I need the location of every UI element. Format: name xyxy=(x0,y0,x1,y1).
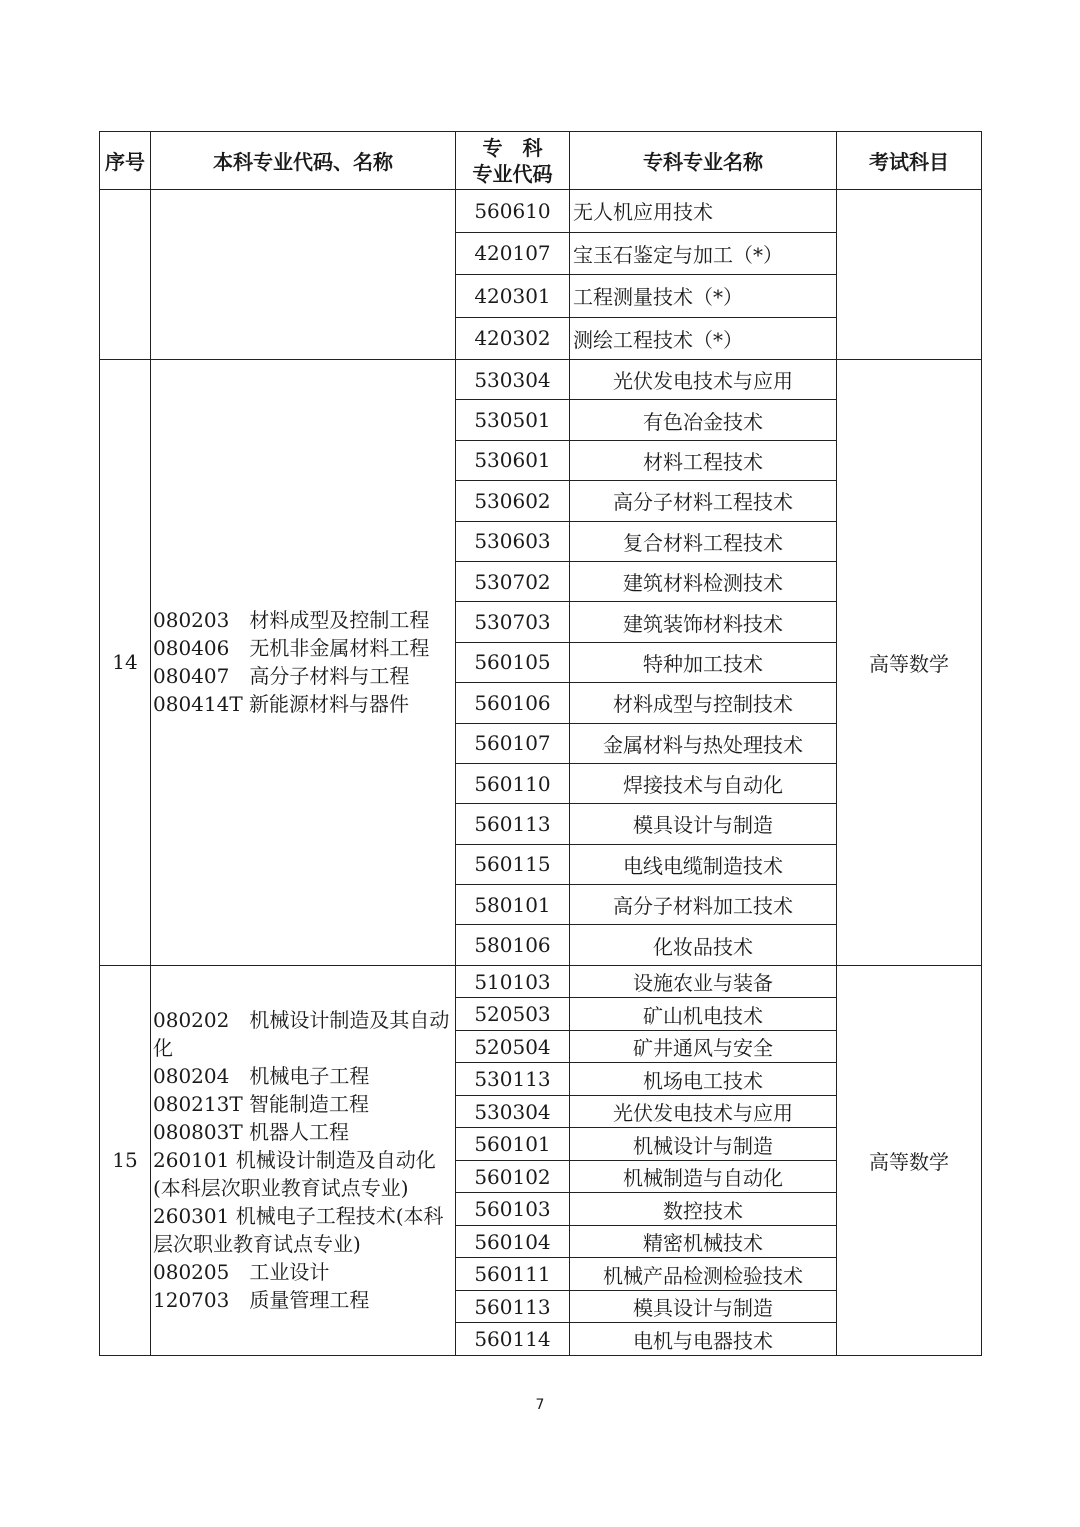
exam-subject-cell: 高等数学 xyxy=(837,965,982,1355)
junior-name-cell: 机械产品检测检验技术 xyxy=(570,1258,837,1291)
bachelor-major-item: 120703 质量管理工程 xyxy=(153,1288,370,1313)
junior-code-cell: 560114 xyxy=(456,1323,570,1356)
junior-code-cell: 520503 xyxy=(456,998,570,1031)
header-junior-code-line1: 专 科 xyxy=(482,135,543,160)
junior-name-cell: 材料工程技术 xyxy=(570,440,837,480)
bachelor-major-item: 080203 材料成型及控制工程 xyxy=(153,608,430,633)
junior-code-cell: 560107 xyxy=(456,723,570,763)
bachelor-majors-cell xyxy=(151,965,456,1355)
junior-name-cell: 矿井通风与安全 xyxy=(570,1030,837,1063)
junior-code-cell: 530601 xyxy=(456,440,570,480)
header-junior-code-line2: 专业代码 xyxy=(472,161,553,186)
junior-code-cell: 510103 xyxy=(456,965,570,998)
junior-code-cell: 530304 xyxy=(456,1095,570,1128)
junior-code-cell: 520504 xyxy=(456,1030,570,1063)
junior-code-cell: 530602 xyxy=(456,481,570,521)
header-bachelor-major: 本科专业代码、名称 xyxy=(151,132,456,190)
junior-name-cell: 机场电工技术 xyxy=(570,1063,837,1096)
header-exam-subject: 考试科目 xyxy=(837,132,982,190)
seq-cell: 14 xyxy=(100,360,151,966)
junior-code-cell: 530603 xyxy=(456,521,570,561)
bachelor-major-item: 080213T 智能制造工程 xyxy=(153,1092,370,1117)
junior-name-cell: 矿山机电技术 xyxy=(570,998,837,1031)
junior-name-cell: 光伏发电技术与应用 xyxy=(570,360,837,400)
junior-code-cell: 530703 xyxy=(456,602,570,642)
junior-name-cell: 设施农业与装备 xyxy=(570,965,837,998)
bachelor-major-item: 260101 机械设计制造及自动化(本科层次职业教育试点专业) xyxy=(153,1148,436,1201)
junior-code-cell: 560105 xyxy=(456,642,570,682)
junior-name-cell: 有色冶金技术 xyxy=(570,400,837,440)
junior-name-cell: 建筑装饰材料技术 xyxy=(570,602,837,642)
table-row xyxy=(100,965,982,998)
junior-name-cell: 复合材料工程技术 xyxy=(570,521,837,561)
table-header-row xyxy=(100,132,982,190)
junior-name-cell: 光伏发电技术与应用 xyxy=(570,1095,837,1128)
bachelor-major-item: 080205 工业设计 xyxy=(153,1260,330,1285)
junior-code-cell: 560113 xyxy=(456,1290,570,1323)
majors-table xyxy=(99,131,982,1356)
junior-code-cell: 560101 xyxy=(456,1128,570,1161)
table-row xyxy=(100,360,982,400)
junior-code-cell: 530702 xyxy=(456,561,570,601)
page-number: 7 xyxy=(535,1397,545,1413)
header-seq: 序号 xyxy=(100,132,151,190)
junior-name-cell: 精密机械技术 xyxy=(570,1225,837,1258)
junior-code-cell: 560103 xyxy=(456,1193,570,1226)
junior-name-cell: 无人机应用技术 xyxy=(570,190,837,233)
junior-code-cell: 560610 xyxy=(456,190,570,233)
junior-name-cell: 建筑材料检测技术 xyxy=(570,561,837,601)
bachelor-major-item: 080406 无机非金属材料工程 xyxy=(153,636,430,661)
junior-name-cell: 高分子材料加工技术 xyxy=(570,885,837,925)
junior-name-cell: 宝玉石鉴定与加工（*） xyxy=(570,232,837,275)
junior-code-cell: 420107 xyxy=(456,232,570,275)
seq-cell xyxy=(100,190,151,360)
junior-code-cell: 420302 xyxy=(456,317,570,360)
junior-name-cell: 焊接技术与自动化 xyxy=(570,763,837,803)
junior-name-cell: 机械设计与制造 xyxy=(570,1128,837,1161)
junior-code-cell: 560111 xyxy=(456,1258,570,1291)
header-junior-code xyxy=(456,132,570,190)
bachelor-major-item: 080414T 新能源材料与器件 xyxy=(153,692,410,717)
junior-name-cell: 数控技术 xyxy=(570,1193,837,1226)
junior-code-cell: 530304 xyxy=(456,360,570,400)
junior-name-cell: 电机与电器技术 xyxy=(570,1323,837,1356)
exam-subject-cell xyxy=(837,190,982,360)
junior-code-cell: 560106 xyxy=(456,683,570,723)
junior-name-cell: 材料成型与控制技术 xyxy=(570,683,837,723)
junior-name-cell: 模具设计与制造 xyxy=(570,804,837,844)
bachelor-major-item: 080202 机械设计制造及其自动化 xyxy=(153,1008,450,1061)
junior-code-cell: 560104 xyxy=(456,1225,570,1258)
junior-name-cell: 特种加工技术 xyxy=(570,642,837,682)
bachelor-major-item: 080407 高分子材料与工程 xyxy=(153,664,410,689)
bachelor-majors-cell xyxy=(151,360,456,966)
junior-name-cell: 测绘工程技术（*） xyxy=(570,317,837,360)
junior-name-cell: 工程测量技术（*） xyxy=(570,275,837,318)
junior-name-cell: 机械制造与自动化 xyxy=(570,1160,837,1193)
junior-code-cell: 420301 xyxy=(456,275,570,318)
junior-name-cell: 化妆品技术 xyxy=(570,925,837,965)
junior-code-cell: 580106 xyxy=(456,925,570,965)
junior-name-cell: 金属材料与热处理技术 xyxy=(570,723,837,763)
junior-code-cell: 580101 xyxy=(456,885,570,925)
junior-code-cell: 530113 xyxy=(456,1063,570,1096)
bachelor-major-item: 260301 机械电子工程技术(本科层次职业教育试点专业) xyxy=(153,1204,444,1257)
junior-name-cell: 模具设计与制造 xyxy=(570,1290,837,1323)
exam-subject-cell: 高等数学 xyxy=(837,360,982,966)
junior-code-cell: 530501 xyxy=(456,400,570,440)
junior-code-cell: 560102 xyxy=(456,1160,570,1193)
junior-code-cell: 560110 xyxy=(456,763,570,803)
header-junior-name: 专科专业名称 xyxy=(570,132,837,190)
bachelor-major-item: 080803T 机器人工程 xyxy=(153,1120,350,1145)
bachelor-majors-cell xyxy=(151,190,456,360)
table-row xyxy=(100,190,982,233)
junior-name-cell: 高分子材料工程技术 xyxy=(570,481,837,521)
seq-cell: 15 xyxy=(100,965,151,1355)
junior-code-cell: 560113 xyxy=(456,804,570,844)
junior-name-cell: 电线电缆制造技术 xyxy=(570,844,837,884)
bachelor-major-item: 080204 机械电子工程 xyxy=(153,1064,370,1089)
junior-code-cell: 560115 xyxy=(456,844,570,884)
